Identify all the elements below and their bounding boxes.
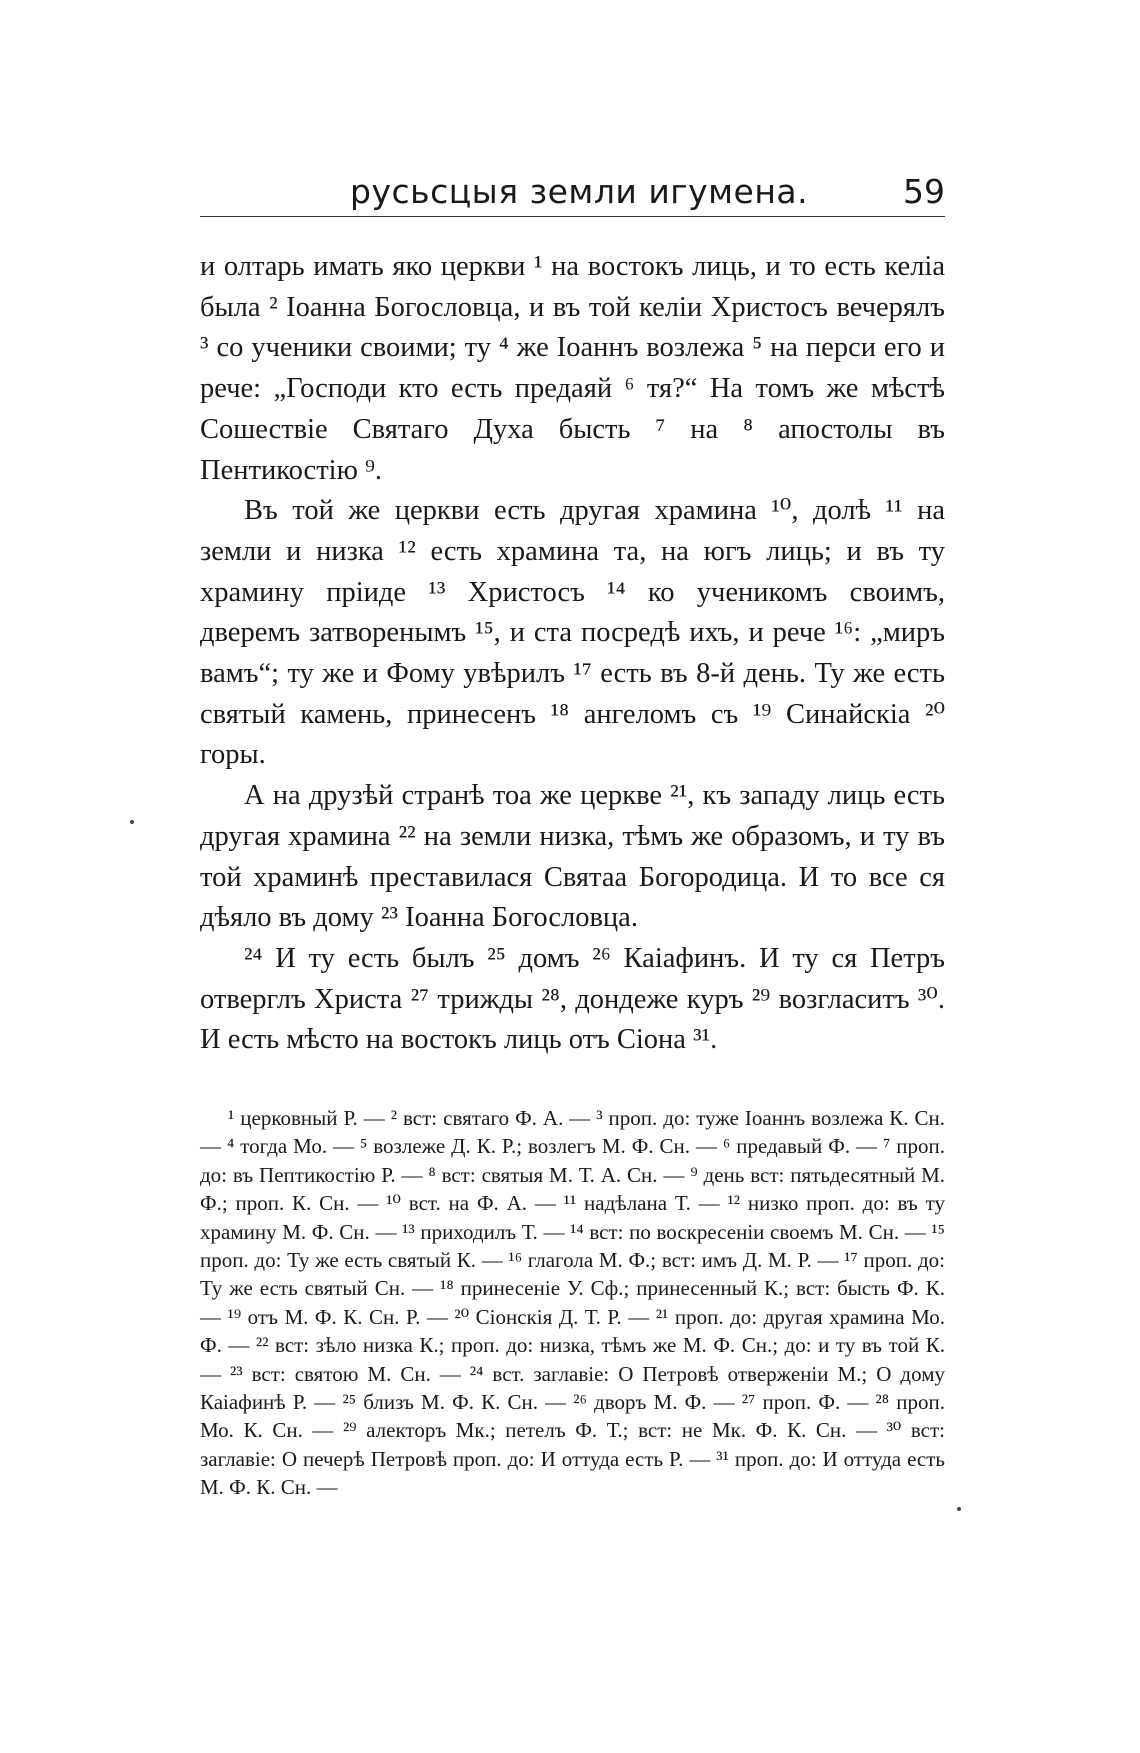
footnotes-text: ¹ церковный Р. — ² вст: святаго Ф. А. — ³ проп. до: туже Іоаннъ возлежа К. Сн. — ⁴ тогда Мо. — ⁵ возлеже Д. К. Р.; возлегъ М. Ф. Сн. — ⁶ предавый Ф. — ⁷ проп. до: въ Пептикостію Р. — ⁸ вст: святыя М. Т. А. Сн. — ⁹ день вст: пятьдесятный М. Ф.; проп. К. Сн. — ¹⁰ вст. на Ф. А. — ¹¹ надѣлана Т. — ¹² низко проп. до: въ ту храмину М. Ф. Сн. — ¹³ приходилъ Т. — ¹⁴ вст: по воскресеніи своемъ М. Сн. — ¹⁵ проп. до: Ту же есть святый К. — ¹⁶ глагола М. Ф.; вст: имъ Д. М. Р. — ¹⁷ проп. до: Ту же есть святый Сн. — ¹⁸ принесеніе У. Сф.; принесенный К.; вст: бысть Ф. К. — ¹⁹ отъ М. Ф. К. Сн. Р. — ²⁰ Сіонскія Д. Т. Р. — ²¹ проп. до: другая храмина Мо. Ф. — ²² вст: зѣло низка К.; проп. до: низка, тѣмъ же М. Ф. Сн.; до: и ту въ той К. — ²³ вст: святою М. Сн. — ²⁴ вст. заглавіе: О Петровѣ отверженіи М.; О дому Каіафинѣ Р. — ²⁵ близъ М. Ф. К. Сн. — ²⁶ дворъ М. Ф. — ²⁷ проп. Ф. — ²⁸ проп. Мо. К. Сн. — ²⁹ алекторъ Мк.; петелъ Ф. Т.; вст: не Мк. Ф. К. Сн. — ³⁰ вст: заглавіе: О печерѣ Петровѣ проп. до: И оттуда есть Р. — ³¹ проп. до: И оттуда есть М. Ф. К. Сн. — xyxy=(200,1106,945,1500)
stray-ink-mark xyxy=(957,1507,961,1511)
paragraph-1: и олтарь имать яко церкви ¹ на востокъ лиць, и то есть келіа была ² Іоанна Богословца, и въ той келіи Христосъ вечерялъ ³ со ученики своими; ту ⁴ же Іоаннъ возлежа ⁵ на перси его и рече: „Господи кто есть предаяй ⁶ тя?“ На томъ же мѣстѣ Сошествіе Святаго Духа бысть ⁷ на ⁸ апостолы въ Пентикостію ⁹. xyxy=(200,251,945,486)
footnotes xyxy=(200,1104,945,1502)
running-title: русьсцыя земли игумена. xyxy=(350,172,809,211)
main-text xyxy=(200,247,945,1061)
paragraph-2: Въ той же церкви есть другая храмина ¹⁰, долѣ ¹¹ на земли и низка ¹² есть храмина та, на югъ лиць; и въ ту храмину пріиде ¹³ Христосъ ¹⁴ ко ученикомъ своимъ, дверемъ затворенымъ ¹⁵, и ста посредѣ ихъ, и рече ¹⁶: „миръ вамъ“; ту же и Фому увѣрилъ ¹⁷ есть въ 8-й день. Ту же есть святый камень, принесенъ ¹⁸ ангеломъ съ ¹⁹ Синайскіа ²⁰ горы. xyxy=(200,495,945,771)
page-number: 59 xyxy=(903,172,945,211)
running-head xyxy=(200,172,945,217)
stray-ink-mark xyxy=(130,820,134,824)
paragraph-4: ²⁴ И ту есть былъ ²⁵ домъ ²⁶ Каіафинъ. И ту ся Петръ отверглъ Христа ²⁷ трижды ²⁸, дондеже куръ ²⁹ возгласитъ ³⁰. И есть мѣсто на востокъ лиць отъ Сіона ³¹. xyxy=(200,942,945,1056)
paragraph-3: А на друзѣй странѣ тоа же церкве ²¹, къ западу лиць есть другая храмина ²² на земли низка, тѣмъ же образомъ, и ту въ той храминѣ преставилася Святаа Богородица. И то все ся дѣяло въ дому ²³ Іоанна Богословца. xyxy=(200,780,945,934)
